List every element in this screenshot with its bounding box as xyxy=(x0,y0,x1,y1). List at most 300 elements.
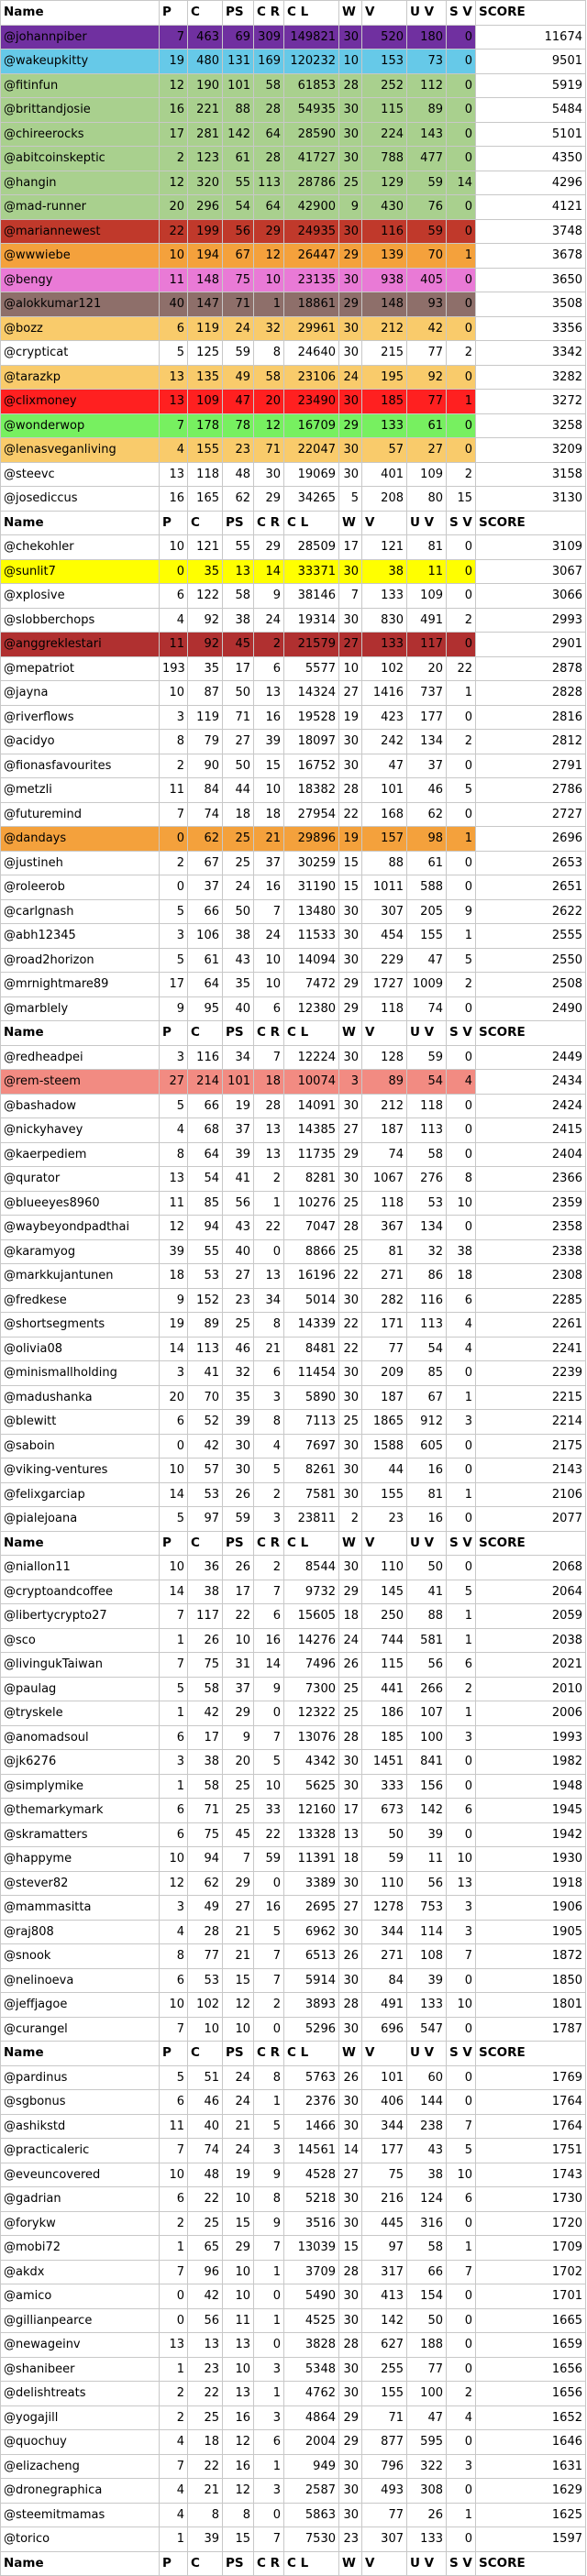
stat-cell[interactable]: 0 xyxy=(447,1774,476,1799)
stat-cell[interactable]: 77 xyxy=(407,390,447,414)
stat-cell[interactable]: 3 xyxy=(447,2454,476,2479)
stat-cell[interactable]: 5218 xyxy=(284,2187,339,2212)
stat-cell[interactable]: 13328 xyxy=(284,1822,339,1847)
stat-cell[interactable]: 605 xyxy=(407,1434,447,1459)
stat-cell[interactable]: 120232 xyxy=(284,50,339,74)
stat-cell[interactable]: 7 xyxy=(254,2236,284,2261)
user-name-cell[interactable]: @xplosive xyxy=(1,584,160,609)
score-cell[interactable]: 1787 xyxy=(476,2017,586,2042)
stat-cell[interactable]: 6 xyxy=(254,996,284,1021)
score-cell[interactable]: 2241 xyxy=(476,1337,586,1361)
stat-cell[interactable]: 0 xyxy=(160,559,188,584)
stat-cell[interactable]: 9 xyxy=(254,2211,284,2236)
user-name-cell[interactable]: @rem-steem xyxy=(1,1070,160,1095)
stat-cell[interactable]: 43 xyxy=(407,2139,447,2163)
stat-cell[interactable]: 74 xyxy=(188,802,223,827)
stat-cell[interactable]: 0 xyxy=(254,1239,284,1264)
stat-cell[interactable]: 53 xyxy=(188,1264,223,1289)
stat-cell[interactable]: 0 xyxy=(447,996,476,1021)
stat-cell[interactable]: 10 xyxy=(160,1847,188,1872)
stat-cell[interactable]: 25 xyxy=(339,1701,362,1726)
stat-cell[interactable]: 4 xyxy=(160,2430,188,2455)
stat-cell[interactable]: 28 xyxy=(254,98,284,123)
stat-cell[interactable]: 27 xyxy=(223,730,254,754)
stat-cell[interactable]: 56 xyxy=(188,2308,223,2333)
user-name-cell[interactable]: @clixmoney xyxy=(1,390,160,414)
stat-cell[interactable]: 171 xyxy=(362,1313,407,1338)
stat-cell[interactable]: 1 xyxy=(160,1774,188,1799)
stat-cell[interactable]: 12 xyxy=(223,1993,254,2018)
stat-cell[interactable]: 5 xyxy=(160,1094,188,1118)
stat-cell[interactable]: 30 xyxy=(339,98,362,123)
stat-cell[interactable]: 16709 xyxy=(284,413,339,438)
stat-cell[interactable]: 14 xyxy=(254,559,284,584)
stat-cell[interactable]: 14 xyxy=(160,1482,188,1507)
stat-cell[interactable]: 13 xyxy=(339,1822,362,1847)
score-cell[interactable]: 2059 xyxy=(476,1604,586,1629)
stat-cell[interactable]: 317 xyxy=(362,2260,407,2284)
stat-cell[interactable]: 10 xyxy=(254,1774,284,1799)
stat-cell[interactable]: 212 xyxy=(362,1094,407,1118)
user-name-cell[interactable]: @josediccus xyxy=(1,487,160,512)
stat-cell[interactable]: 0 xyxy=(447,25,476,50)
stat-cell[interactable]: 23 xyxy=(223,438,254,463)
score-cell[interactable]: 2878 xyxy=(476,656,586,681)
stat-cell[interactable]: 17 xyxy=(339,1799,362,1823)
stat-cell[interactable]: 73 xyxy=(407,50,447,74)
stat-cell[interactable]: 0 xyxy=(447,875,476,900)
stat-cell[interactable]: 80 xyxy=(407,487,447,512)
stat-cell[interactable]: 1 xyxy=(447,681,476,706)
user-name-cell[interactable]: @minismallholding xyxy=(1,1361,160,1386)
column-header[interactable]: P xyxy=(160,1,188,26)
stat-cell[interactable]: 29 xyxy=(223,1701,254,1726)
score-cell[interactable]: 2010 xyxy=(476,1677,586,1701)
stat-cell[interactable]: 143 xyxy=(407,122,447,147)
stat-cell[interactable]: 221 xyxy=(188,98,223,123)
stat-cell[interactable]: 145 xyxy=(362,1580,407,1604)
stat-cell[interactable]: 19 xyxy=(160,50,188,74)
stat-cell[interactable]: 21 xyxy=(254,1337,284,1361)
stat-cell[interactable]: 18 xyxy=(254,802,284,827)
stat-cell[interactable]: 10074 xyxy=(284,1070,339,1095)
stat-cell[interactable]: 12 xyxy=(160,1871,188,1896)
stat-cell[interactable]: 3389 xyxy=(284,1871,339,1896)
stat-cell[interactable]: 9 xyxy=(160,996,188,1021)
score-cell[interactable]: 1659 xyxy=(476,2333,586,2358)
stat-cell[interactable]: 1 xyxy=(447,1604,476,1629)
stat-cell[interactable]: 59 xyxy=(407,219,447,244)
stat-cell[interactable]: 45 xyxy=(223,633,254,657)
stat-cell[interactable]: 209 xyxy=(362,1361,407,1386)
score-cell[interactable]: 2727 xyxy=(476,802,586,827)
stat-cell[interactable]: 13 xyxy=(160,365,188,390)
stat-cell[interactable]: 28 xyxy=(188,1920,223,1944)
user-name-cell[interactable]: @markkujantunen xyxy=(1,1264,160,1289)
score-cell[interactable]: 3067 xyxy=(476,559,586,584)
stat-cell[interactable]: 17 xyxy=(160,973,188,997)
stat-cell[interactable]: 57 xyxy=(188,1459,223,1483)
stat-cell[interactable]: 156 xyxy=(407,1774,447,1799)
stat-cell[interactable]: 101 xyxy=(223,1070,254,1095)
stat-cell[interactable]: 491 xyxy=(407,608,447,633)
stat-cell[interactable]: 4 xyxy=(160,2479,188,2504)
user-name-cell[interactable]: @roleerob xyxy=(1,875,160,900)
stat-cell[interactable]: 96 xyxy=(188,2260,223,2284)
column-header[interactable]: SCORE xyxy=(476,2551,586,2576)
stat-cell[interactable]: 19528 xyxy=(284,705,339,730)
stat-cell[interactable]: 59 xyxy=(407,1045,447,1070)
stat-cell[interactable]: 79 xyxy=(188,730,223,754)
stat-cell[interactable]: 238 xyxy=(407,2114,447,2139)
user-name-cell[interactable]: @redheadpei xyxy=(1,1045,160,1070)
stat-cell[interactable]: 30 xyxy=(339,1385,362,1410)
stat-cell[interactable]: 54 xyxy=(223,195,254,220)
stat-cell[interactable]: 129 xyxy=(362,171,407,195)
stat-cell[interactable]: 7 xyxy=(447,1944,476,1969)
stat-cell[interactable]: 13 xyxy=(160,390,188,414)
stat-cell[interactable]: 0 xyxy=(447,147,476,171)
column-header[interactable]: C R xyxy=(254,1531,284,1556)
score-cell[interactable]: 3356 xyxy=(476,316,586,341)
score-cell[interactable]: 3272 xyxy=(476,390,586,414)
score-cell[interactable]: 2622 xyxy=(476,899,586,924)
column-header[interactable]: C R xyxy=(254,1,284,26)
stat-cell[interactable]: 16 xyxy=(407,1507,447,1532)
user-name-cell[interactable]: @mammasitta xyxy=(1,1896,160,1921)
stat-cell[interactable]: 441 xyxy=(362,1677,407,1701)
stat-cell[interactable]: 53 xyxy=(407,1191,447,1216)
stat-cell[interactable]: 30 xyxy=(339,122,362,147)
stat-cell[interactable]: 97 xyxy=(188,1507,223,1532)
stat-cell[interactable]: 10 xyxy=(447,1847,476,1872)
stat-cell[interactable]: 7 xyxy=(339,584,362,609)
column-header[interactable]: C xyxy=(188,2042,223,2066)
column-header[interactable]: S V xyxy=(447,2042,476,2066)
user-name-cell[interactable]: @madushanka xyxy=(1,1385,160,1410)
stat-cell[interactable]: 149821 xyxy=(284,25,339,50)
stat-cell[interactable]: 180 xyxy=(407,25,447,50)
stat-cell[interactable]: 19314 xyxy=(284,608,339,633)
stat-cell[interactable]: 86 xyxy=(407,1264,447,1289)
user-name-cell[interactable]: @acidyo xyxy=(1,730,160,754)
stat-cell[interactable]: 5 xyxy=(254,2114,284,2139)
stat-cell[interactable]: 49 xyxy=(188,1896,223,1921)
column-header[interactable]: S V xyxy=(447,1531,476,1556)
user-name-cell[interactable]: @bengy xyxy=(1,268,160,292)
stat-cell[interactable]: 8 xyxy=(254,2065,284,2090)
stat-cell[interactable]: 31190 xyxy=(284,875,339,900)
score-cell[interactable]: 2828 xyxy=(476,681,586,706)
user-name-cell[interactable]: @happyme xyxy=(1,1847,160,1872)
user-name-cell[interactable]: @waybeyondpadthai xyxy=(1,1216,160,1240)
stat-cell[interactable]: 113 xyxy=(254,171,284,195)
stat-cell[interactable]: 25 xyxy=(223,851,254,875)
stat-cell[interactable]: 28 xyxy=(339,2333,362,2358)
stat-cell[interactable]: 29 xyxy=(339,973,362,997)
stat-cell[interactable]: 24 xyxy=(223,2139,254,2163)
column-header[interactable]: U V xyxy=(407,1,447,26)
stat-cell[interactable]: 29 xyxy=(339,2405,362,2430)
score-cell[interactable]: 2068 xyxy=(476,1556,586,1580)
score-cell[interactable]: 1948 xyxy=(476,1774,586,1799)
stat-cell[interactable]: 0 xyxy=(447,705,476,730)
stat-cell[interactable]: 309 xyxy=(254,25,284,50)
stat-cell[interactable]: 6513 xyxy=(284,1944,339,1969)
stat-cell[interactable]: 38146 xyxy=(284,584,339,609)
user-name-cell[interactable]: @nelinoeva xyxy=(1,1968,160,1993)
stat-cell[interactable]: 190 xyxy=(188,73,223,98)
stat-cell[interactable]: 2587 xyxy=(284,2479,339,2504)
stat-cell[interactable]: 67 xyxy=(223,244,254,269)
stat-cell[interactable]: 142 xyxy=(362,2308,407,2333)
stat-cell[interactable]: 3 xyxy=(160,1361,188,1386)
score-cell[interactable]: 1709 xyxy=(476,2236,586,2261)
score-cell[interactable]: 3109 xyxy=(476,535,586,560)
stat-cell[interactable]: 17 xyxy=(188,1725,223,1750)
score-cell[interactable]: 2415 xyxy=(476,1118,586,1143)
stat-cell[interactable]: 30 xyxy=(339,948,362,973)
stat-cell[interactable]: 10 xyxy=(223,2284,254,2309)
stat-cell[interactable]: 949 xyxy=(284,2454,339,2479)
column-header[interactable]: P xyxy=(160,1531,188,1556)
stat-cell[interactable]: 19 xyxy=(223,1094,254,1118)
stat-cell[interactable]: 94 xyxy=(188,1847,223,1872)
stat-cell[interactable]: 38 xyxy=(188,1750,223,1775)
stat-cell[interactable]: 13 xyxy=(160,2333,188,2358)
stat-cell[interactable]: 25 xyxy=(339,171,362,195)
stat-cell[interactable]: 10 xyxy=(188,2017,223,2042)
stat-cell[interactable]: 27 xyxy=(223,1264,254,1289)
stat-cell[interactable]: 1 xyxy=(254,1191,284,1216)
stat-cell[interactable]: 0 xyxy=(447,2284,476,2309)
stat-cell[interactable]: 30 xyxy=(339,2017,362,2042)
column-header[interactable]: PS xyxy=(223,2042,254,2066)
score-cell[interactable]: 3209 xyxy=(476,438,586,463)
score-cell[interactable]: 1905 xyxy=(476,1920,586,1944)
stat-cell[interactable]: 28786 xyxy=(284,171,339,195)
stat-cell[interactable]: 14 xyxy=(254,1653,284,1678)
stat-cell[interactable]: 7 xyxy=(254,899,284,924)
stat-cell[interactable]: 430 xyxy=(362,195,407,220)
column-header[interactable]: C L xyxy=(284,2042,339,2066)
score-cell[interactable]: 2449 xyxy=(476,1045,586,1070)
user-name-cell[interactable]: @mepatriot xyxy=(1,656,160,681)
score-cell[interactable]: 2366 xyxy=(476,1167,586,1192)
stat-cell[interactable]: 58 xyxy=(223,584,254,609)
stat-cell[interactable]: 3709 xyxy=(284,2260,339,2284)
stat-cell[interactable]: 6962 xyxy=(284,1920,339,1944)
column-header[interactable]: W xyxy=(339,2042,362,2066)
stat-cell[interactable]: 520 xyxy=(362,25,407,50)
score-cell[interactable]: 1720 xyxy=(476,2211,586,2236)
stat-cell[interactable]: 2 xyxy=(447,2382,476,2406)
stat-cell[interactable]: 1 xyxy=(447,1701,476,1726)
stat-cell[interactable]: 20 xyxy=(254,390,284,414)
stat-cell[interactable]: 27 xyxy=(339,1118,362,1143)
stat-cell[interactable]: 0 xyxy=(447,1216,476,1240)
stat-cell[interactable]: 22047 xyxy=(284,438,339,463)
stat-cell[interactable]: 30 xyxy=(339,1459,362,1483)
stat-cell[interactable]: 5 xyxy=(254,1459,284,1483)
stat-cell[interactable]: 17 xyxy=(160,122,188,147)
stat-cell[interactable]: 118 xyxy=(362,996,407,1021)
stat-cell[interactable]: 18 xyxy=(188,2430,223,2455)
stat-cell[interactable]: 78 xyxy=(223,413,254,438)
stat-cell[interactable]: 23135 xyxy=(284,268,339,292)
stat-cell[interactable]: 491 xyxy=(362,1993,407,2018)
stat-cell[interactable]: 1 xyxy=(447,1385,476,1410)
stat-cell[interactable]: 11 xyxy=(160,268,188,292)
user-name-cell[interactable]: @shanibeer xyxy=(1,2357,160,2382)
stat-cell[interactable]: 116 xyxy=(362,219,407,244)
stat-cell[interactable]: 53 xyxy=(188,1968,223,1993)
score-cell[interactable]: 2816 xyxy=(476,705,586,730)
stat-cell[interactable]: 38 xyxy=(223,924,254,949)
stat-cell[interactable]: 0 xyxy=(254,2503,284,2527)
column-header[interactable]: S V xyxy=(447,2551,476,2576)
stat-cell[interactable]: 97 xyxy=(362,2236,407,2261)
stat-cell[interactable]: 0 xyxy=(447,219,476,244)
stat-cell[interactable]: 40 xyxy=(188,2114,223,2139)
stat-cell[interactable]: 27 xyxy=(339,681,362,706)
stat-cell[interactable]: 10 xyxy=(160,1993,188,2018)
column-header[interactable]: C R xyxy=(254,511,284,535)
stat-cell[interactable]: 74 xyxy=(188,2139,223,2163)
score-cell[interactable]: 2077 xyxy=(476,1507,586,1532)
stat-cell[interactable]: 123 xyxy=(188,147,223,171)
stat-cell[interactable]: 29 xyxy=(339,413,362,438)
user-name-cell[interactable]: @sgbonus xyxy=(1,2090,160,2115)
stat-cell[interactable]: 20 xyxy=(407,656,447,681)
stat-cell[interactable]: 12322 xyxy=(284,1701,339,1726)
stat-cell[interactable]: 169 xyxy=(254,50,284,74)
stat-cell[interactable]: 64 xyxy=(254,195,284,220)
stat-cell[interactable]: 4 xyxy=(447,2405,476,2430)
stat-cell[interactable]: 0 xyxy=(447,754,476,778)
stat-cell[interactable]: 50 xyxy=(362,1822,407,1847)
stat-cell[interactable]: 30 xyxy=(339,25,362,50)
stat-cell[interactable]: 53 xyxy=(188,1482,223,1507)
stat-cell[interactable]: 1865 xyxy=(362,1410,407,1435)
stat-cell[interactable]: 7530 xyxy=(284,2527,339,2552)
score-cell[interactable]: 9501 xyxy=(476,50,586,74)
stat-cell[interactable]: 3 xyxy=(447,1725,476,1750)
stat-cell[interactable]: 24 xyxy=(223,875,254,900)
column-header[interactable]: C xyxy=(188,2551,223,2576)
stat-cell[interactable]: 51 xyxy=(188,2065,223,2090)
stat-cell[interactable]: 22 xyxy=(188,2454,223,2479)
score-cell[interactable]: 1730 xyxy=(476,2187,586,2212)
stat-cell[interactable]: 110 xyxy=(362,1556,407,1580)
stat-cell[interactable]: 30 xyxy=(339,754,362,778)
stat-cell[interactable]: 30 xyxy=(339,341,362,366)
stat-cell[interactable]: 0 xyxy=(447,1045,476,1070)
user-name-cell[interactable]: @abh12345 xyxy=(1,924,160,949)
stat-cell[interactable]: 35 xyxy=(188,656,223,681)
stat-cell[interactable]: 2 xyxy=(254,1482,284,1507)
stat-cell[interactable]: 12 xyxy=(254,244,284,269)
stat-cell[interactable]: 8866 xyxy=(284,1239,339,1264)
score-cell[interactable]: 1656 xyxy=(476,2357,586,2382)
stat-cell[interactable]: 13 xyxy=(160,462,188,487)
score-cell[interactable]: 2508 xyxy=(476,973,586,997)
stat-cell[interactable]: 24640 xyxy=(284,341,339,366)
stat-cell[interactable]: 58 xyxy=(407,2236,447,2261)
stat-cell[interactable]: 0 xyxy=(447,1750,476,1775)
stat-cell[interactable]: 30 xyxy=(339,268,362,292)
stat-cell[interactable]: 75 xyxy=(188,1822,223,1847)
stat-cell[interactable]: 29 xyxy=(254,535,284,560)
stat-cell[interactable]: 29 xyxy=(223,1871,254,1896)
stat-cell[interactable]: 8261 xyxy=(284,1459,339,1483)
stat-cell[interactable]: 18 xyxy=(254,1070,284,1095)
user-name-cell[interactable]: @crypticat xyxy=(1,341,160,366)
stat-cell[interactable]: 0 xyxy=(447,316,476,341)
column-header[interactable]: W xyxy=(339,1531,362,1556)
stat-cell[interactable]: 2 xyxy=(447,462,476,487)
stat-cell[interactable]: 3 xyxy=(254,2357,284,2382)
stat-cell[interactable]: 6 xyxy=(160,2187,188,2212)
stat-cell[interactable]: 23811 xyxy=(284,1507,339,1532)
stat-cell[interactable]: 29 xyxy=(339,244,362,269)
stat-cell[interactable]: 1 xyxy=(254,2382,284,2406)
stat-cell[interactable]: 55 xyxy=(223,171,254,195)
stat-cell[interactable]: 30 xyxy=(339,2454,362,2479)
stat-cell[interactable]: 753 xyxy=(407,1896,447,1921)
user-name-cell[interactable]: @hangin xyxy=(1,171,160,195)
user-name-cell[interactable]: @mad-runner xyxy=(1,195,160,220)
stat-cell[interactable]: 10 xyxy=(447,1191,476,1216)
stat-cell[interactable]: 296 xyxy=(188,195,223,220)
user-name-cell[interactable]: @akdx xyxy=(1,2260,160,2284)
column-header[interactable]: SCORE xyxy=(476,1531,586,1556)
score-cell[interactable]: 5484 xyxy=(476,98,586,123)
stat-cell[interactable]: 13 xyxy=(254,1118,284,1143)
user-name-cell[interactable]: @sunlit7 xyxy=(1,559,160,584)
score-cell[interactable]: 3508 xyxy=(476,292,586,317)
stat-cell[interactable]: 938 xyxy=(362,268,407,292)
stat-cell[interactable]: 344 xyxy=(362,1920,407,1944)
stat-cell[interactable]: 841 xyxy=(407,1750,447,1775)
stat-cell[interactable]: 26 xyxy=(407,2503,447,2527)
stat-cell[interactable]: 0 xyxy=(160,1434,188,1459)
stat-cell[interactable]: 35 xyxy=(188,559,223,584)
score-cell[interactable]: 5919 xyxy=(476,73,586,98)
user-name-cell[interactable]: @cryptoandcoffee xyxy=(1,1580,160,1604)
stat-cell[interactable]: 0 xyxy=(254,2333,284,2358)
stat-cell[interactable]: 155 xyxy=(188,438,223,463)
column-header[interactable]: C L xyxy=(284,1531,339,1556)
stat-cell[interactable]: 84 xyxy=(362,1968,407,1993)
stat-cell[interactable]: 68 xyxy=(188,1118,223,1143)
stat-cell[interactable]: 1466 xyxy=(284,2114,339,2139)
stat-cell[interactable]: 5625 xyxy=(284,1774,339,1799)
stat-cell[interactable]: 30259 xyxy=(284,851,339,875)
stat-cell[interactable]: 27 xyxy=(339,1896,362,1921)
stat-cell[interactable]: 27 xyxy=(160,1070,188,1095)
stat-cell[interactable]: 25 xyxy=(339,1677,362,1701)
stat-cell[interactable]: 12160 xyxy=(284,1799,339,1823)
score-cell[interactable]: 2555 xyxy=(476,924,586,949)
stat-cell[interactable]: 29 xyxy=(339,2430,362,2455)
stat-cell[interactable]: 187 xyxy=(362,1118,407,1143)
stat-cell[interactable]: 830 xyxy=(362,608,407,633)
stat-cell[interactable]: 250 xyxy=(362,1604,407,1629)
stat-cell[interactable]: 114 xyxy=(407,1920,447,1944)
stat-cell[interactable]: 20 xyxy=(160,1385,188,1410)
stat-cell[interactable]: 0 xyxy=(447,2333,476,2358)
